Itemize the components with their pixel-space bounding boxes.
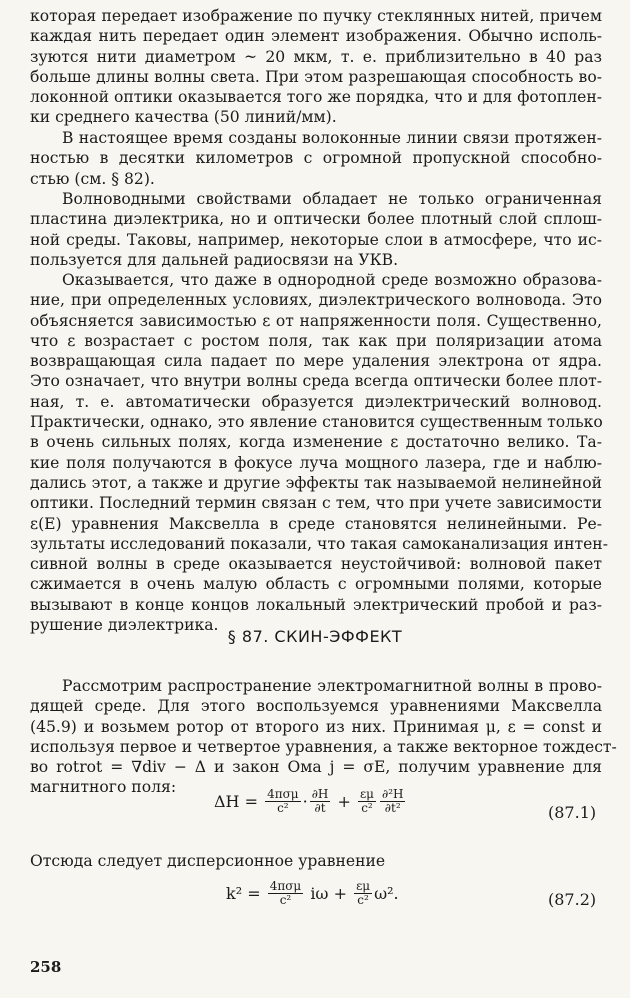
text-line: что ε возрастает с ростом поля, так как при поляризации атома <box>30 331 602 350</box>
text-line: Это означает, что внутри волны среда всегда оптически более плот- <box>30 372 602 391</box>
text-line: каждая нить передает один элемент изображения. Обычно исполь- <box>30 27 602 46</box>
paragraph-waveguide <box>30 189 602 270</box>
eq2-mid: iω + <box>310 884 347 903</box>
eq2-lhs: k² = <box>226 884 261 903</box>
text-line: зуются нити диаметром ~ 20 мкм, т. е. приблизительно в 40 раз <box>30 47 602 66</box>
eq1-f3-den: c² <box>361 801 373 815</box>
eq1-f3-num: εμ <box>359 787 374 801</box>
text-line: вызывают в конце концов локальный электрический пробой и раз- <box>30 595 602 614</box>
eq2-f2-den: c² <box>357 893 369 907</box>
text-line: которая передает изображение по пучку стеклянных нитей, причем <box>30 7 602 25</box>
text-line: Отсюда следует дисперсионное уравнение <box>30 852 386 870</box>
text-line: ние, при определенных условиях, диэлектрического волновода. Это <box>30 291 602 310</box>
text-line: магнитного поля: <box>30 778 177 797</box>
text-line: используя первое и четвертое уравнения, а также векторное тождест- <box>30 737 617 756</box>
text-line: дались этот, а также и другие эффекты так называемой нелинейной <box>30 473 602 492</box>
paragraph-fiber-links <box>30 128 602 189</box>
eq1-lhs: ΔH = <box>214 792 258 811</box>
text-line: больше длины волны света. При этом разрешающая способность во- <box>30 67 602 86</box>
text-line: ностью в десятки километров с огромной пропускной способно- <box>30 149 602 168</box>
eq1-f1-den: c² <box>277 801 289 815</box>
text-line: кие поля получаются в фокусе луча мощного лазера, где и наблю- <box>30 453 602 472</box>
section-heading: § 87. СКИН-ЭФФЕКТ <box>227 627 403 646</box>
text-line: В настоящее время созданы волоконные линии связи протяжен- <box>62 129 602 147</box>
text-line: оптики. Последний термин связан с тем, что при учете зависимости <box>30 494 602 513</box>
paragraph-nonlinear-optics <box>30 270 608 635</box>
eq1-fraction-4 <box>380 788 405 815</box>
text-line: сжимается в очень малую область с огромными полями, которые <box>30 575 602 594</box>
eq2-tail: ω². <box>374 884 399 903</box>
equation-number-87-1: (87.1) <box>548 803 597 822</box>
text-line: в очень сильных полях, когда изменение ε достаточно велико. Та- <box>30 433 602 452</box>
text-line: ки среднего качества (50 линий/мм). <box>30 108 337 127</box>
text-line: ная, т. е. автоматически образуется диэлектрический волновод. <box>30 392 602 411</box>
text-line: Рассмотрим распространение электромагнитной волны в прово- <box>62 677 602 695</box>
equation-87-2 <box>226 880 399 907</box>
text-line: ε(E) уравнения Максвелла в среде становятся нелинейными. Ре- <box>30 514 602 533</box>
eq2-f1-num: 4πσμ <box>269 879 302 893</box>
eq1-fraction-2 <box>310 788 331 815</box>
eq2-fraction-2 <box>354 880 372 907</box>
paragraph-dispersion <box>30 851 602 871</box>
text-line: зультаты исследований показали, что такая самоканализация интен- <box>30 534 608 553</box>
text-line: пластина диэлектрика, но и оптически более плотный слой сплош- <box>30 210 602 229</box>
text-line: локонной оптики оказывается того же порядка, что и для фотоплен- <box>30 88 602 107</box>
text-line: сивной волны в среде оказывается неустойчивой: волновой пакет <box>30 555 602 574</box>
eq2-f1-den: c² <box>279 893 292 907</box>
text-line: во rotrot = ∇div − Δ и закон Ома j = σE, получим уравнение для <box>30 758 602 777</box>
text-line: рушение диэлектрика. <box>30 616 219 635</box>
page-number: 258 <box>30 958 62 976</box>
eq1-f4-num: ∂²H <box>381 787 404 801</box>
eq1-f2-den: ∂t <box>314 801 326 815</box>
eq1-f1-num: 4πσμ <box>267 787 299 801</box>
text-line: стью (см. § 82). <box>30 169 155 188</box>
equation-87-1 <box>214 788 407 815</box>
text-line: пользуется для дальней радиосвязи на УКВ. <box>30 250 399 269</box>
text-line: Практически, однако, это явление становится существенным только <box>30 413 603 432</box>
text-line: ной среды. Таковы, например, некоторые слои в атмосфере, что ис- <box>30 230 602 249</box>
text-line: (45.9) и возьмем ротор от второго из них. Принимая μ, ε = const и <box>30 717 602 736</box>
paragraph-fiber-optics <box>30 6 602 128</box>
eq2-fraction-1 <box>268 880 304 907</box>
eq1-plus: + <box>337 792 351 811</box>
eq1-fraction-1 <box>265 788 301 815</box>
text-line: дящей среде. Для этого воспользуемся уравнениями Максвелла <box>30 697 602 716</box>
equation-number-87-2: (87.2) <box>548 890 597 909</box>
text-line: возвращающая сила падает по мере удаления электрона от ядра. <box>30 352 602 371</box>
paragraph-skin-effect-intro <box>30 676 617 798</box>
eq1-f2-num: ∂H <box>311 787 329 801</box>
eq1-fraction-3 <box>358 788 376 815</box>
text-line: объясняется зависимостью ε от напряженности поля. Существенно, <box>30 311 602 330</box>
text-line: Оказывается, что даже в однородной среде возможно образова- <box>62 271 602 289</box>
eq1-f4-den: ∂t² <box>384 801 401 815</box>
eq1-dot: · <box>302 792 308 811</box>
text-line: Волноводными свойствами обладает не только ограниченная <box>62 190 602 208</box>
eq2-f2-num: εμ <box>356 879 371 893</box>
